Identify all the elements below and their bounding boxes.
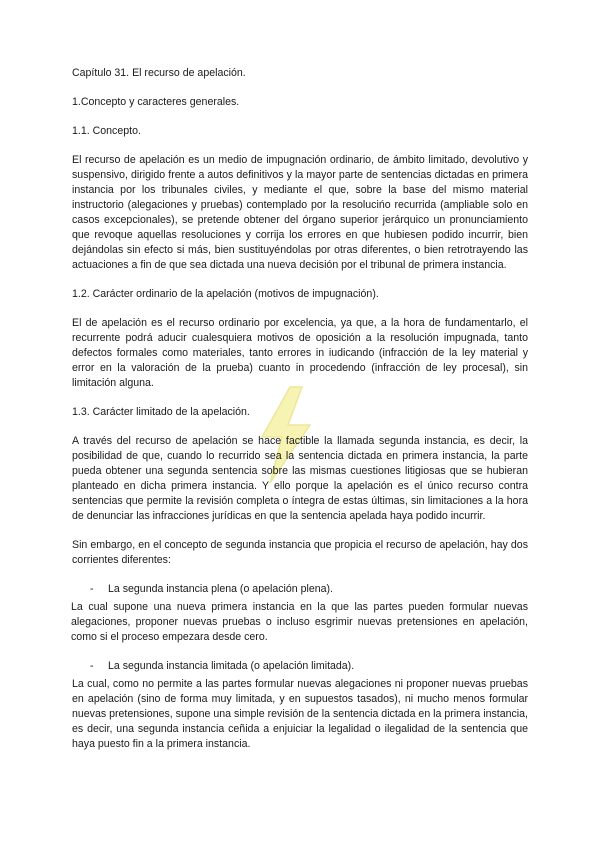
corrientes-intro-paragraph: Sin embargo, en el concepto de segunda instancia que propicia el recurso de apelación, hay dos corrientes diferentes: xyxy=(72,539,528,566)
limitado-paragraph: A través del recurso de apelación se hace factible la llamada segunda instancia, es decir, la posibilidad de que, cuando lo recurrido sea la sentencia dictada en primera instancia, la parte pueda obtener una segunda sentencia sobre las mismas cuestiones litigiosas que se hubieran planteado en dicha primera instancia. Y ello porque la apelación es el único recurso contra sentencias que permite la revisión completa o íntegra de estas últimas, sin limitaciones a la hora de denunciar las infracciones jurídicas en que la sentencia apelada haya podido incurrir. xyxy=(72,435,528,522)
concepto-paragraph: El recurso de apelación es un medio de impugnación ordinario, de ámbito limitado, devolutivo y suspensivo, dirigido frente a autos definitivos y la mayor parte de sentencias dictadas en primera instancia por los tribunales civiles, y mediante el que, sobre la base del mismo material instructorio (alegaciones y pruebas) contemplado por la resolucińo recurrida (ampliable solo en casos excepcionales), se pretende obtener del órgano superior jerárquico un pronunciamiento que revoque aquellas resoluciones y corrija los errores en que hubiesen podido incurrir, bien dejándolas sin efecto si más, bien sustituyéndolas por otras diferentes, o bien retrotrayendo las actuaciones a fin de que sea dictada una nueva decisión por el tribunal de primera instancia. xyxy=(72,154,528,271)
plena-paragraph: La cual supone una nueva primera instancia en la que las partes pueden formular nuevas alegaciones, proponer nuevas pruebas o incluso esgrimir nuevas pretensiones en apelación, como si el proceso empezara desde cero. xyxy=(71,601,528,643)
bullet-segunda-instancia-plena xyxy=(72,582,528,597)
document-page xyxy=(72,66,528,766)
bullet-segunda-instancia-limitada xyxy=(72,659,528,674)
limitada-paragraph: La cual, como no permite a las partes formular nuevas alegaciones ni proponer nuevas pruebas en apelación (sino de forma muy limitada, y en supuestos tasados), ni mucho menos formular nuevas pretensiones, supone una simple revisión de la sentencia dictada en la primera instancia, es decir, una segunda instancia ceñida a enjuiciar la legalidad o ilegalidad de la sentencia que haya puesto fin a la primera instancia. xyxy=(72,678,528,750)
bullet-label: La segunda instancia plena (o apelación plena). xyxy=(108,583,333,595)
section-title: 1.Concepto y caracteres generales. xyxy=(72,96,240,108)
ordinario-paragraph: El de apelación es el recurso ordinario por excelencia, ya que, a la hora de fundamentarlo, el recurrente podrá aducir cualesquiera motivos de oposición a la resolución impugnada, tanto defectos formales como materiales, tanto errores in iudicando (infracción de la ley material y error en la valoración de la prueba) cuanto in procedendo (infracción de ley procesal), sin limitación alguna. xyxy=(72,317,528,389)
bullet-dash: - xyxy=(90,583,94,595)
subsection-concepto-title: 1.1. Concepto. xyxy=(72,125,141,137)
chapter-title: Capítulo 31. El recurso de apelación. xyxy=(72,67,246,79)
subsection-limitado-title: 1.3. Carácter limitado de la apelación. xyxy=(72,406,250,418)
subsection-ordinario-title: 1.2. Carácter ordinario de la apelación (motivos de impugnación). xyxy=(72,288,379,300)
bullet-dash: - xyxy=(90,660,94,672)
bullet-label: La segunda instancia limitada (o apelación limitada). xyxy=(108,660,355,672)
